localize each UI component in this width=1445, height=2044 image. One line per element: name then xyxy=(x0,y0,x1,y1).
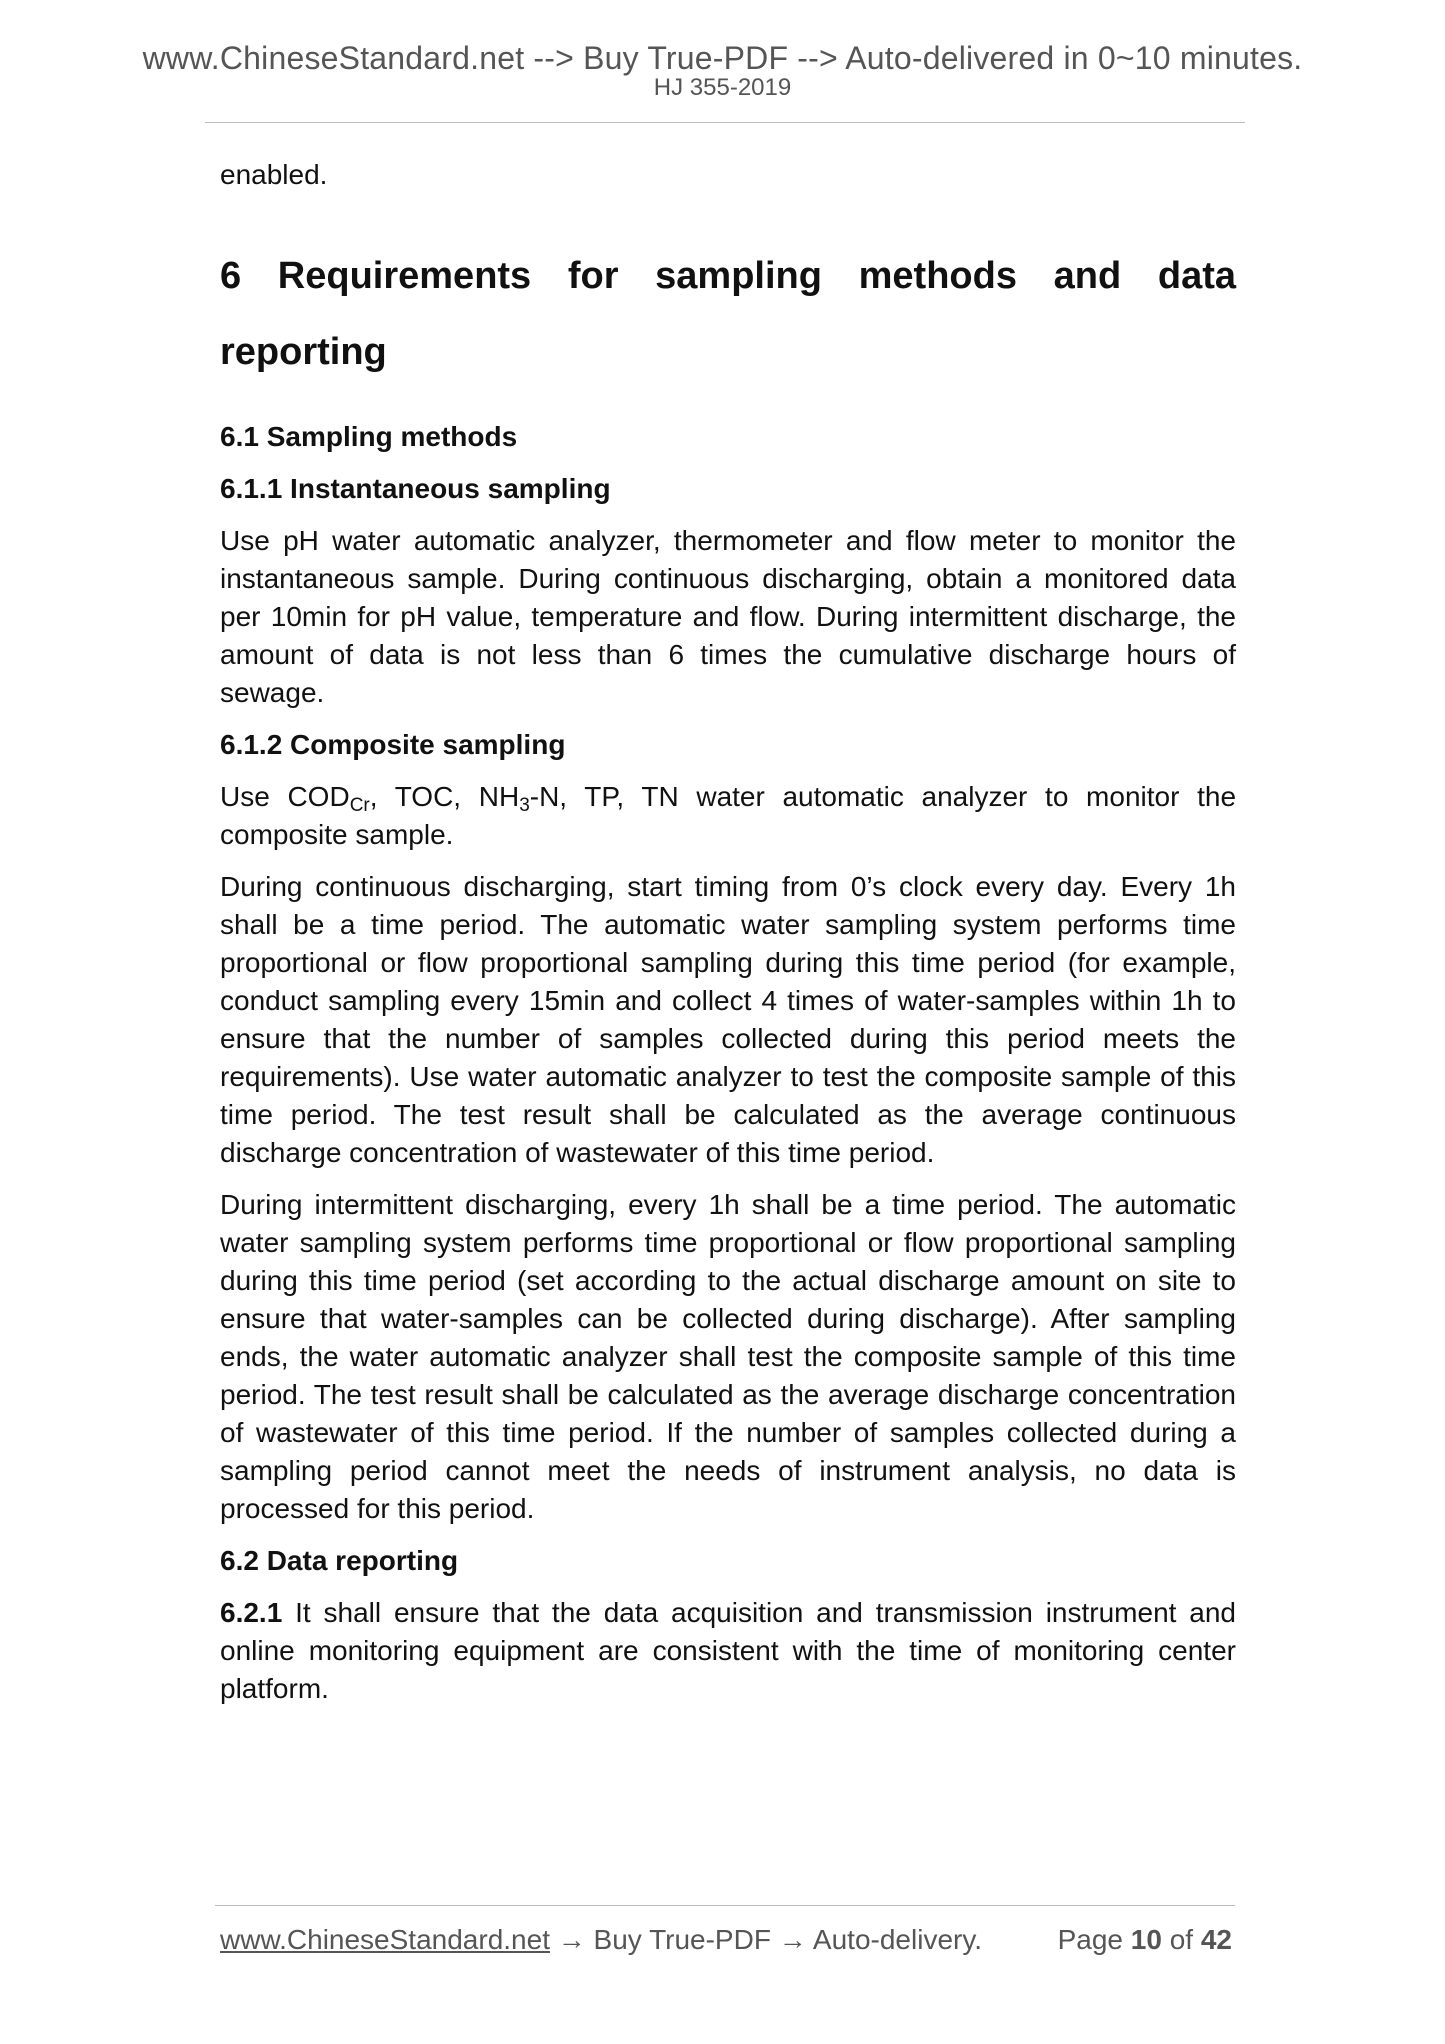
page-number: 10 xyxy=(1130,1924,1162,1955)
section-6-2-title: 6.2 Data reporting xyxy=(220,1545,459,1576)
section-6-title: 6 Requirements for sampling methods and data xyxy=(220,255,1236,297)
document-code: HJ 355-2019 xyxy=(653,74,792,101)
clause-text: It shall ensure that the data acquisition and transmission instrument and online monitoring equipment are consistent with the time of monitoring center platform. xyxy=(220,1597,1236,1704)
section-6-1-title: 6.1 Sampling methods xyxy=(220,421,518,452)
header-divider xyxy=(205,122,1245,123)
header-banner: www.ChineseStandard.net --> Buy True-PDF --> Auto-delivered in 0~10 minutes. xyxy=(142,40,1303,76)
footer-website-link[interactable]: www.ChineseStandard.net xyxy=(220,1924,550,1955)
p1-text-middle: , TOC, NH xyxy=(369,781,520,812)
section-6-1-2-paragraph-3: During intermittent discharging, every 1h shall be a time period. The automatic water sampling system performs time proportional or flow proportional sampling during this time period (set according to the actual discharge amount on site to ensure that water-samples can be collected during discharge). After sampling ends, the water automatic analyzer shall test the composite sample of this time period. The test result shall be calculated as the average discharge concentration of wastewater of this time period. If the number of samples collected during a sampling period cannot meet the needs of instrument analysis, no data is processed for this period. xyxy=(220,1189,1236,1524)
page-indicator xyxy=(1058,1924,1232,1956)
footer-delivery-text: → Buy True-PDF → Auto-delivery. xyxy=(549,1924,983,1955)
page-body xyxy=(220,156,1236,1708)
p1-text-start: Use COD xyxy=(220,781,350,812)
section-6-2-1-paragraph xyxy=(220,1594,1236,1708)
clause-number: 6.2.1 xyxy=(220,1597,283,1628)
section-6-1-2-paragraph-1 xyxy=(220,778,1236,854)
section-6-1-2-paragraph-2: During continuous discharging, start timing from 0’s clock every day. Every 1h shall be a time period. The automatic water sampling system performs time proportional or flow proportional sampling during this time period (for example, conduct sampling every 15min and collect 4 times of water-samples within 1h to ensure that the number of samples collected during this period meets the requirements). Use water automatic analyzer to test the composite sample of this time period. The test result shall be calculated as the average continuous discharge concentration of wastewater of this time period. xyxy=(220,871,1236,1168)
cod-subscript: Cr xyxy=(349,795,370,816)
section-6-1-2-title: 6.1.2 Composite sampling xyxy=(220,729,566,760)
section-6-1-1-paragraph: Use pH water automatic analyzer, thermometer and flow meter to monitor the instantaneous sample. During continuous discharging, obtain a monitored data per 10min for pH value, temperature and flow. During intermittent discharge, the amount of data is not less than 6 times the cumulative discharge hours of sewage. xyxy=(220,525,1236,708)
page-total: 42 xyxy=(1200,1924,1232,1955)
page-footer xyxy=(220,1924,1236,1956)
section-6-title-continued: reporting xyxy=(220,331,387,373)
nh3-subscript: 3 xyxy=(519,795,530,816)
section-6-1-1-title: 6.1.1 Instantaneous sampling xyxy=(220,473,611,504)
page-of-label: of xyxy=(1169,1924,1194,1955)
p1-text-end: -N, TP, TN water automatic analyzer to monitor the composite sample. xyxy=(220,781,1237,850)
footer-divider xyxy=(215,1905,1235,1906)
page-label: Page xyxy=(1057,1924,1123,1955)
continued-text: enabled. xyxy=(220,159,328,190)
